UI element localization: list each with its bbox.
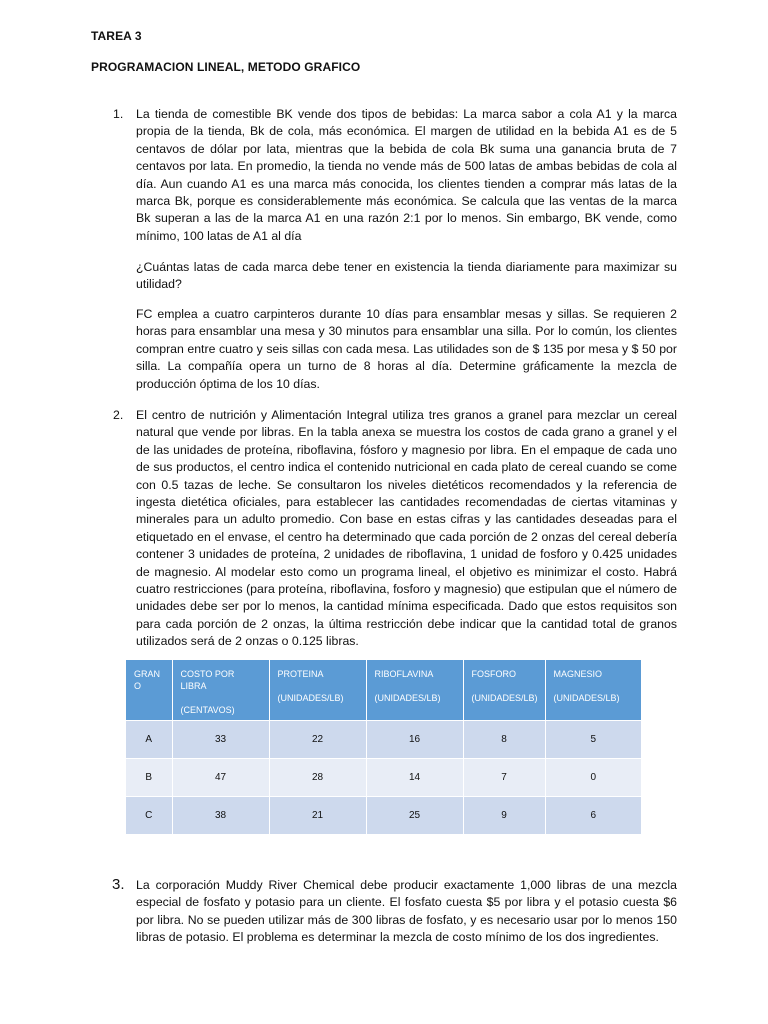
table-header-row <box>126 660 641 721</box>
header-grain: GRAN O <box>126 660 172 721</box>
table-cell: A <box>126 721 172 759</box>
problem-1-question: ¿Cuántas latas de cada marca debe tener en existencia la tienda diariamente para maximizar su utilidad? <box>136 260 677 292</box>
table-row <box>126 721 641 759</box>
table-cell: 5 <box>545 721 641 759</box>
table-cell: 0 <box>545 759 641 797</box>
problem-3-number: 3. <box>112 876 125 893</box>
header-phosphorus: FOSFORO (UNIDADES/LB) <box>463 660 545 721</box>
table-cell: 22 <box>269 721 366 759</box>
table-cell: C <box>126 797 172 835</box>
table-cell: 16 <box>366 721 463 759</box>
table-cell: 38 <box>172 797 269 835</box>
problem-1-extra: FC emplea a cuatro carpinteros durante 10 días para ensamblar mesas y sillas. Se requieren 2 horas para ensamblar una mesa y 30 minutos para ensamblar una silla. Por lo común, los clientes compran entre cuatro y seis sillas con cada mesa. Las utilidades son de $ 135 por mesa y $ 50 por silla. La compañía opera un turno de 8 horas al día. Determine gráficamente la mezcla de producción óptima de los 10 días. <box>136 307 677 391</box>
header-protein: PROTEINA (UNIDADES/LB) <box>269 660 366 721</box>
table-cell: 25 <box>366 797 463 835</box>
document-title: TAREA 3 <box>91 29 142 43</box>
table-cell: 47 <box>172 759 269 797</box>
problem-1-number: 1. <box>113 107 124 121</box>
document-subtitle: PROGRAMACION LINEAL, METODO GRAFICO <box>91 60 361 74</box>
grain-table <box>126 660 641 834</box>
table-cell: 9 <box>463 797 545 835</box>
table-cell: 8 <box>463 721 545 759</box>
table-row <box>126 759 641 797</box>
table-cell: 7 <box>463 759 545 797</box>
table-cell: 14 <box>366 759 463 797</box>
header-riboflavin: RIBOFLAVINA (UNIDADES/LB) <box>366 660 463 721</box>
table-row <box>126 797 641 835</box>
problem-2-text: El centro de nutrición y Alimentación Integral utiliza tres granos a granel para mezclar un cereal natural que vende por libras. En la tabla anexa se muestra los costos de cada grano a granel y el de las unidades de proteína, riboflavina, fósforo y magnesio por libra. En el empaque de cada uno de sus productos, el centro indica el contenido nutricional en cada plato de cereal cuando se come con 0.5 tazas de leche. Se consultaron los niveles dietéticos recomendados y la referencia de ingesta dietética oficiales, para establecer las cantidades recomendadas de ciertas vitaminas y minerales para un adulto promedio. Con base en estas cifras y las cantidades deseadas para el etiquetado en el envase, el centro ha determinado que cada porción de 2 onzas del cereal debería contener 3 unidades de proteína, 2 unidades de riboflavina, 1 unidad de fosforo y 0.425 unidades de magnesio. Al modelar esto como un programa lineal, el objetivo es minimizar el costo. Habrá cuatro restricciones (para proteína, riboflavina, fosforo y magnesio) que estipulan que el número de unidades debe ser por lo menos, la cantidad mínima especificada. Dado que estos requisitos son para cada porción de 2 onzas, la última restricción debe indicar que la cantidad total de granos utilizados será de 2 onzas o 0.125 libras. <box>136 408 677 649</box>
header-cost: COSTO POR LIBRA (CENTAVOS) <box>172 660 269 721</box>
table-cell: 6 <box>545 797 641 835</box>
table-cell: 21 <box>269 797 366 835</box>
table-cell: B <box>126 759 172 797</box>
problem-3-text: La corporación Muddy River Chemical debe producir exactamente 1,000 libras de una mezcla especial de fosfato y potasio para un cliente. El fosfato cuesta $5 por libra y el potasio cuesta $6 por libra. No se pueden utilizar más de 300 libras de fosfato, y es necesario usar por lo menos 150 libras de potasio. El problema es determinar la mezcla de costo mínimo de los dos ingredientes. <box>136 878 677 945</box>
problem-1-text: La tienda de comestible BK vende dos tipos de bebidas: La marca sabor a cola A1 y la marca propia de la tienda, Bk de cola, más económica. El margen de utilidad en la bebida A1 es de 5 centavos de dólar por lata, mientras que la bebida de cola Bk suma una ganancia bruta de 7 centavos por lata. En promedio, la tienda no vende más de 500 latas de ambas bebidas de cola al día. Aun cuando A1 es una marca más conocida, los clientes tienden a comprar más latas de la marca Bk, porque es considerablemente más económica. Se calcula que las ventas de la marca Bk superan a las de la marca A1 en una razón 2:1 por lo menos. Sin embargo, BK vende, como mínimo, 100 latas de A1 al día <box>136 107 677 243</box>
problem-2-number: 2. <box>113 408 124 422</box>
header-magnesium: MAGNESIO (UNIDADES/LB) <box>545 660 641 721</box>
table-cell: 28 <box>269 759 366 797</box>
table-cell: 33 <box>172 721 269 759</box>
